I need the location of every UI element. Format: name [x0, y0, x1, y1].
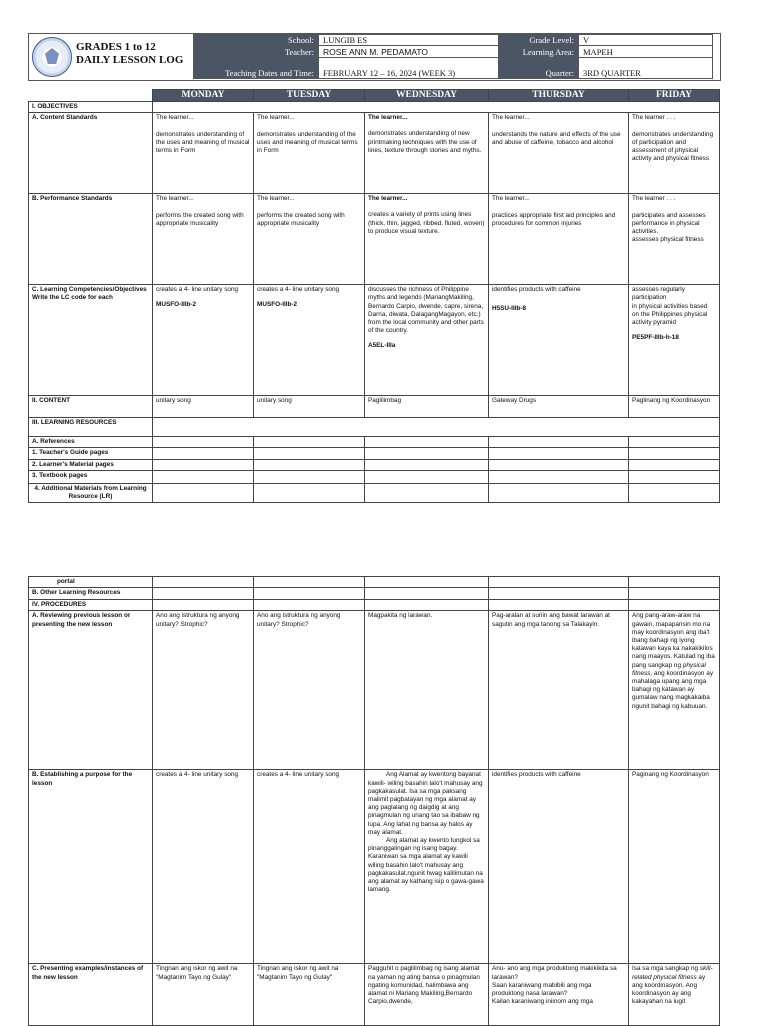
- cell-review-tue: Ano ang istruktura ng anyong unitary? Strophic?: [254, 611, 365, 770]
- cell-content-tue: unitary song: [254, 396, 365, 418]
- table-row: [29, 459, 720, 470]
- objectives-label: I. OBJECTIVES: [29, 102, 153, 113]
- school-label: School:: [194, 35, 319, 46]
- references-label: A. References: [29, 437, 153, 448]
- deped-seal-icon: [32, 37, 72, 77]
- cell-review-thu: Pag-aralan at suriin ang bawat larawan at sagutin ang mga tanong sa Talakayin.: [489, 611, 629, 770]
- day-monday: MONDAY: [153, 90, 254, 102]
- school-value: LUNGIB ES: [319, 35, 499, 46]
- portal-label: portal: [29, 577, 153, 588]
- document-title: GRADES 1 to 12 DAILY LESSON LOG: [76, 41, 184, 66]
- table-row: [29, 483, 720, 502]
- day-wednesday: WEDNESDAY: [365, 90, 489, 102]
- table-row: [29, 448, 720, 459]
- additional-materials-label: 4. Additional Materials from Learning Resource (LR): [29, 483, 153, 502]
- cell-performance-mon: The learner... performs the created song with appropriate musicality: [153, 194, 254, 285]
- table-row: [29, 285, 720, 396]
- cell-content-mon: unitary song: [153, 396, 254, 418]
- grade-label: Grade Level:: [499, 35, 579, 46]
- cell-performance-wed: The learner... creates a variety of prints using lines (thick, thin, jagged, ribbed, fluted, woven) to produce visual texture.: [365, 194, 489, 285]
- table-row: [29, 600, 720, 611]
- lesson-log-table-2: [28, 576, 720, 1026]
- table-row: [29, 396, 720, 418]
- table-row: [29, 964, 720, 1026]
- table-row: [29, 611, 720, 770]
- day-header-row: [29, 90, 720, 102]
- other-resources-label: B. Other Learning Resources: [29, 588, 153, 600]
- cell-purpose-tue: creates a 4- line unitary song: [254, 770, 365, 964]
- cell-content-standards-fri: The learner . . . demonstrates understanding of participation and assessment of physical activity and physical fitness: [629, 113, 720, 194]
- cell-review-mon: Ano ang istruktura ng anyong unitary? Strophic?: [153, 611, 254, 770]
- lesson-log-header: [28, 33, 721, 81]
- table-row: [29, 577, 720, 588]
- table-row: [29, 194, 720, 285]
- table-row: [29, 437, 720, 448]
- area-value: MAPEH: [579, 46, 713, 58]
- day-thursday: THURSDAY: [489, 90, 629, 102]
- cell-competency-wed: discusses the richness of Philippine myths and legends (MariangMakiling, Bernardo Carpio, dwende, capre, sirena, Darna, diwata, DalagangMagayon, etc.) from the local community and other parts of the country. A5EL-IIIa: [365, 285, 489, 396]
- cell-presenting-wed: Pagguhit o paglilimbag ng isang alamat na yaman ng ating bansa o pinagmulan ngating komunidad, halimbawa ang alamat ni Mariang Makiling,Bernardo Carpio,dwende,: [365, 964, 489, 1026]
- table-row: [29, 470, 720, 483]
- learning-resources-label: III. LEARNING RESOURCES: [29, 418, 153, 437]
- cell-purpose-fri: Paginang ng Koordinasyon: [629, 770, 720, 964]
- cell-review-fri: Ang pang-araw-araw na gawain, mapapansin mo na may koordinasyon ang iba't ibang bahagi ng iyong katawan kaya ka nakakikilos nang maayos. Katulad ng iba pang sangkap ng physical fitness, ang koordinasyon ay mahalaga upang ang mga bahagi ng katawan ay gumalaw nang magkakaiba ngunit bahagi ng kabuuan.: [629, 611, 720, 770]
- cell-competency-tue: creates a 4- line unitary song MUSFO-IIIb-2: [254, 285, 365, 396]
- cell-presenting-mon: Tingnan ang iskor ng awit na "Magtanim Tayo ng Gulay": [153, 964, 254, 1026]
- cell-purpose-wed: Ang Alamat ay kwentong bayanat kawili- wiling basahin lalo't mahusay ang pagkakasulat. Isa sa mga paksang malimit pagbatayan ng mga alamat ay ang paglalang ng daigdig at ang pinagmulan ng unang tao sa ibabaw ng lupa. Ang lahat ng bansa ay halos ay may alamat. Ang alamat ay kwento tungkol sa pinanggalingan ng isang bagay. Karaniwan sa mga alamat ay kawili wiling basahin lalo't mahusay ang pagkakasulat,ngunit hwag kalilimutan na ang alamat ay kathang isip o gawa-gawa lamang.: [365, 770, 489, 964]
- purpose-label: B. Establishing a purpose for the lesson: [29, 770, 153, 964]
- cell-presenting-fri: Isa sa mga sangkap ng skill-related physical fitness ay ang koordinasyon. Ang koordinasyon ay ang kakayahan na iugit: [629, 964, 720, 1026]
- table-row: [29, 113, 720, 194]
- cell-review-wed: Magpakita ng larawan.: [365, 611, 489, 770]
- cell-content-wed: Paglilimbag: [365, 396, 489, 418]
- competencies-label: C. Learning Competencies/Objectives Write the LC code for each: [29, 285, 153, 396]
- grade-value: V: [579, 35, 713, 46]
- cell-presenting-tue: Tingnan ang iskor ng awit na "Magtanim Tayo ng Gulay": [254, 964, 365, 1026]
- cell-competency-thu: identifies products with caffeine H5SU-IIIb-8: [489, 285, 629, 396]
- procedures-label: IV. PROCEDURES: [29, 600, 153, 611]
- quarter-label: Quarter:: [499, 58, 579, 79]
- header-info-table: [193, 34, 713, 79]
- teacher-value: ROSE ANN M. PEDAMATO: [319, 46, 499, 58]
- review-label: A. Reviewing previous lesson or presenting the new lesson: [29, 611, 153, 770]
- content-label: II. CONTENT: [29, 396, 153, 418]
- cell-purpose-mon: creates a 4- line unitary song: [153, 770, 254, 964]
- cell-performance-fri: The learner . . . participates and assesses performance in physical activities. assesses physical fitness: [629, 194, 720, 285]
- learners-material-label: 2. Learner's Material pages: [29, 459, 153, 470]
- cell-content-standards-tue: The learner... demonstrates understanding of the uses and meaning of musical terms in Form: [254, 113, 365, 194]
- cell-content-fri: Paglinang ng Koordinasyon: [629, 396, 720, 418]
- table-row: [29, 770, 720, 964]
- performance-standards-label: B. Performance Standards: [29, 194, 153, 285]
- table-row: [29, 102, 720, 113]
- teacher-label: Teacher:: [194, 46, 319, 58]
- cell-competency-fri: assesses regularly participation in physical activities based on the Philippines physical activity pyramid PE5PF-IIIb-h-18: [629, 285, 720, 396]
- cell-purpose-thu: identifies products with caffeine: [489, 770, 629, 964]
- quarter-value: 3RD QUARTER: [579, 58, 713, 79]
- day-friday: FRIDAY: [629, 90, 720, 102]
- cell-presenting-thu: Anu- ano ang mga produktong makikikita sa larawan? Saan karaniwang mabibili ang mga produktong nasa larawan? Kailan karaniwang iniinom ang mga: [489, 964, 629, 1026]
- table-row: [29, 588, 720, 600]
- teachers-guide-label: 1. Teacher's Guide pages: [29, 448, 153, 459]
- dates-label: Teaching Dates and Time:: [194, 58, 319, 79]
- day-tuesday: TUESDAY: [254, 90, 365, 102]
- lesson-log-table-1: [28, 89, 720, 503]
- cell-content-standards-wed: The learner... demonstrates understanding of new printmaking techniques with the use of lines, texture through stories and myths.: [365, 113, 489, 194]
- cell-content-standards-thu: The learner... understands the nature and effects of the use and abuse of caffeine, tobacco and alcohol: [489, 113, 629, 194]
- dates-value: FEBRUARY 12 – 16, 2024 (WEEK 3): [319, 58, 499, 79]
- content-standards-label: A. Content Standards: [29, 113, 153, 194]
- cell-competency-mon: creates a 4- line unitary song MUSFO-IIIb-2: [153, 285, 254, 396]
- cell-performance-thu: The learner... practices appropriate first aid principles and procedures for common injuries: [489, 194, 629, 285]
- area-label: Learning Area:: [499, 46, 579, 58]
- presenting-label: C. Presenting examples/instances of the new lesson: [29, 964, 153, 1026]
- cell-content-standards-mon: The learner... demonstrates understanding of the uses and meaning of musical terms in Form: [153, 113, 254, 194]
- textbook-label: 3. Textbook pages: [29, 470, 153, 483]
- cell-performance-tue: The learner... performs the created song with appropriate musicality: [254, 194, 365, 285]
- cell-content-thu: Gateway Drugs: [489, 396, 629, 418]
- table-row: [29, 418, 720, 437]
